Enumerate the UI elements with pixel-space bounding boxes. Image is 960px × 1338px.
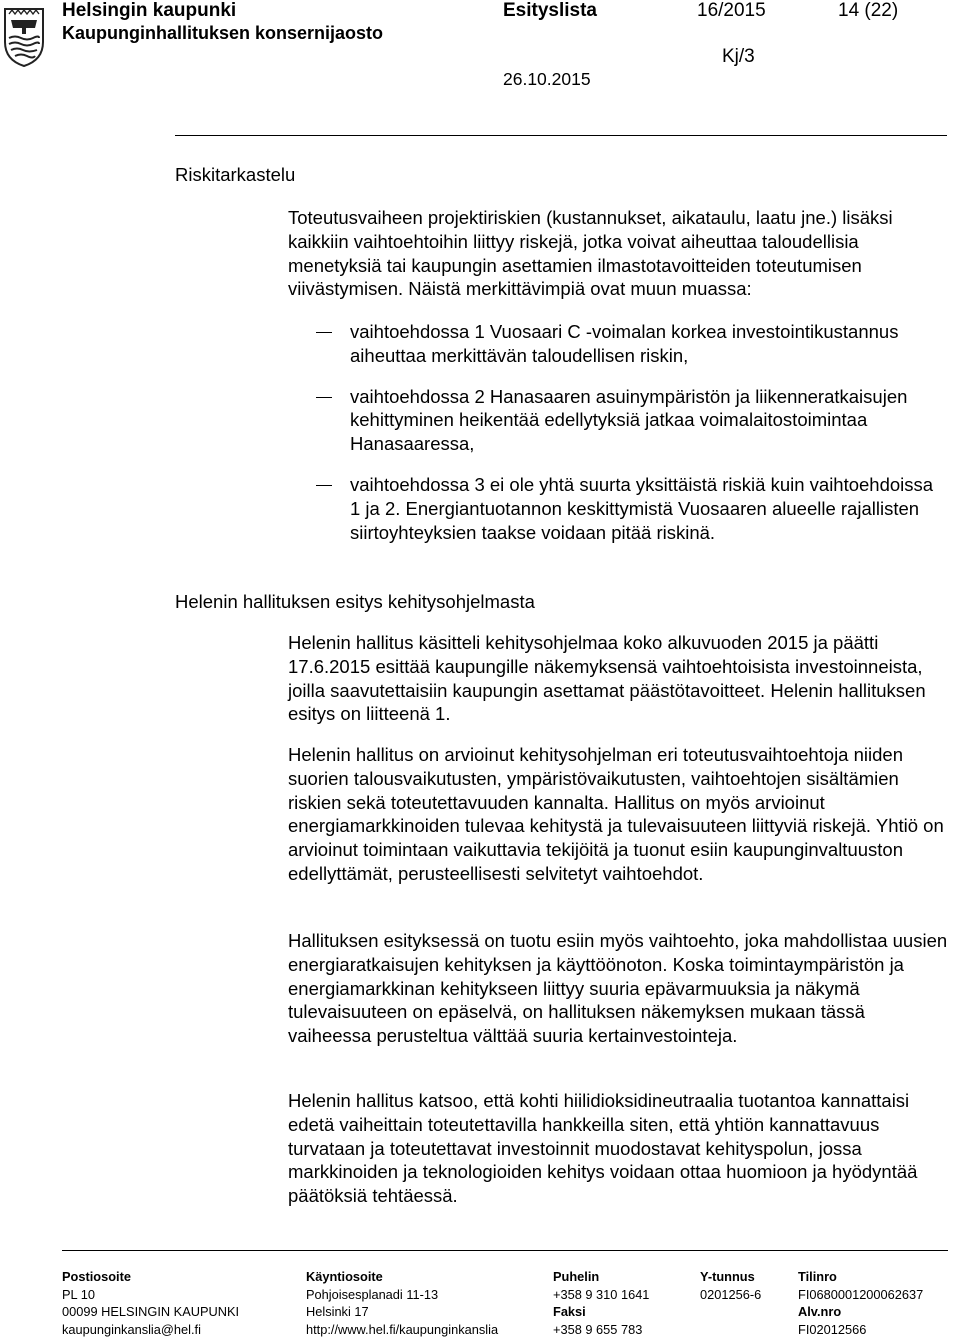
footer-label: Postiosoite [62, 1268, 239, 1286]
paragraph-alternative: Hallituksen esityksessä on tuotu esiin myös vaihtoehto, joka mahdollistaa uusien energiaratkaisujen kehityksen ja käyttöönoton. Koska toimintaympäristön ja energiamarkkinan kehitykseen liittyy suuria epävarmuuksia ja näkymä tulevaisuuteen on epäselvä, on hallituksen näkemyksen mukaan tässä vaiheessa perusteltua välttää suuria kertainvestointeja. [288, 929, 948, 1048]
footer-email-link[interactable]: kaupunginkanslia@hel.fi [62, 1321, 239, 1338]
footer-web-link[interactable]: http://www.hel.fi/kaupunginkanslia [306, 1321, 498, 1338]
header-doc-type: Esityslista [503, 0, 597, 22]
paragraph-risks-intro: Toteutusvaiheen projektiriskien (kustannukset, aikataulu, laatu jne.) lisäksi kaikkiin vaihtoehtoihin liittyy riskejä, jotka voivat aiheuttaa taloudellisia menetyksiä tai kaupungin asettamien ilmastotavoitteiden toteutumisen viivästymisen. Näistä merkittävimpiä ovat muun muassa: [288, 206, 948, 301]
footer-label: Y-tunnus [700, 1268, 761, 1286]
footer-value: 0201256-6 [700, 1286, 761, 1304]
footer-value: 00099 HELSINGIN KAUPUNKI [62, 1303, 239, 1321]
header-unit: Kaupunginhallituksen konsernijaosto [62, 22, 383, 44]
footer-label: Faksi [553, 1303, 649, 1321]
footer-label: Puhelin [553, 1268, 649, 1286]
list-item [288, 385, 948, 456]
dash-bullet-icon [316, 332, 332, 333]
footer-label: Tilinro [798, 1268, 923, 1286]
footer-label: Käyntiosoite [306, 1268, 498, 1286]
section-heading-riskitarkastelu: Riskitarkastelu [175, 163, 295, 187]
section-heading-helen-proposal: Helenin hallituksen esitys kehitysohjelmasta [175, 590, 535, 614]
helsinki-coat-of-arms-icon [2, 6, 46, 68]
list-item [288, 473, 948, 544]
footer-value: Helsinki 17 [306, 1303, 498, 1321]
header-org: Helsingin kaupunki [62, 0, 236, 22]
header-date: 26.10.2015 [503, 68, 591, 90]
footer-label: Alv.nro [798, 1303, 923, 1321]
header-number: 16/2015 [697, 0, 766, 22]
header-divider [175, 135, 947, 136]
paragraph-helen-conclusion: Helenin hallitus katsoo, että kohti hiilidioksidineutraalia tuotantoa kannattaisi edetä vaiheittain toteutettavilla hankkeilla siten, että yhtiön kannattavuus turvataan ja toteutettavat investoinnit muodostavat kehityspolun, jossa markkinoiden ja teknologioiden kehitys voidaan ottaa huomioon ja hyödyntää päätöksiä tehtäessä. [288, 1089, 948, 1208]
list-item-text: vaihtoehdossa 3 ei ole yhtä suurta yksittäistä riskiä kuin vaihtoehdoissa 1 ja 2. Energiantuotannon keskittymistä Vuosaaren alueelle rajallisten siirtoyhteyksien taakse voidaan pitää riskinä. [350, 474, 933, 543]
footer-divider [62, 1250, 948, 1251]
footer-value: FI0680001200062637 [798, 1286, 923, 1304]
footer-value: +358 9 310 1641 [553, 1286, 649, 1304]
footer-value: +358 9 655 783 [553, 1321, 649, 1338]
list-item-text: vaihtoehdossa 1 Vuosaari C -voimalan korkea investointikustannus aiheuttaa merkittävän taloudellisen riskin, [350, 321, 898, 366]
footer-puhelin [553, 1268, 649, 1338]
header-item: Kj/3 [722, 46, 755, 68]
risk-list [288, 320, 948, 561]
footer-kayntiosoite [306, 1268, 498, 1338]
footer-tilinro [798, 1268, 923, 1338]
footer-value: FI02012566 [798, 1321, 923, 1338]
header-page: 14 (22) [838, 0, 898, 22]
paragraph-helen-evaluated: Helenin hallitus on arvioinut kehitysohjelman eri toteutusvaihtoehtoja niiden suorien talousvaikutusten, ympäristövaikutusten, vaihtoehtojen sisältämien riskien sekä toteutettavuuden kannalta. Hallitus on myös arvioinut energiamarkkinoiden tulevaa kehitystä ja tulevaisuuteen liittyviä riskejä. Yhtiö on arvioinut toimintaan vaikuttavia tekijöitä ja tuonut esiin kaupunginvaltuuston edellyttämät, perusteellisesti selvitetyt vaihtoehdot. [288, 743, 948, 886]
dash-bullet-icon [316, 397, 332, 398]
list-item-text: vaihtoehdossa 2 Hanasaaren asuinympäristön ja liikenneratkaisujen kehittyminen heikentää edellytyksiä jatkaa voimalaitostoimintaa Hanasaaressa, [350, 386, 907, 455]
dash-bullet-icon [316, 485, 332, 486]
footer-value: Pohjoisesplanadi 11-13 [306, 1286, 498, 1304]
footer-postiosoite [62, 1268, 239, 1338]
footer-value: PL 10 [62, 1286, 239, 1304]
paragraph-helen-processed: Helenin hallitus käsitteli kehitysohjelmaa koko alkuvuoden 2015 ja päätti 17.6.2015 esittää kaupungille näkemyksensä vaihtoehtoisista investoinneista, joilla saavutettaisiin kaupungin asettamat päästötavoitteet. Helenin hallituksen esitys on liitteenä 1. [288, 631, 948, 726]
footer-ytunnus [700, 1268, 761, 1303]
list-item [288, 320, 948, 368]
